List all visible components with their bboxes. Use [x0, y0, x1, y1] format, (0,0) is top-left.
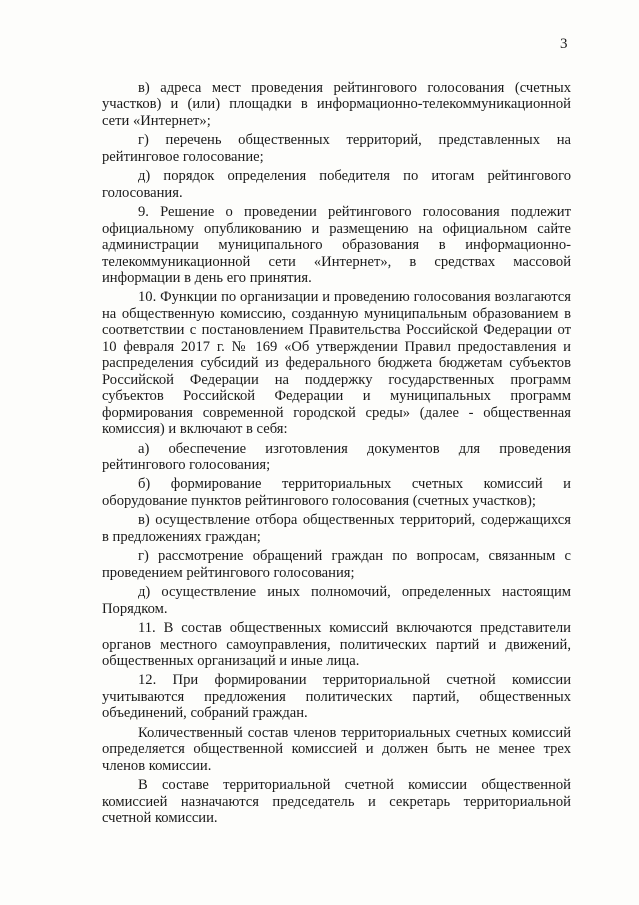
paragraph-3d-winner-procedure: д) порядок определения победителя по итогам рейтингового голосования.: [102, 168, 571, 201]
page-number: 3: [560, 36, 568, 52]
paragraph-10-commission-functions: 10. Функции по организации и проведению голосования возлагаются на общественную комиссию, созданную муниципальным образованием в соответствии с постановлением Правительства Российской Федерации от 10 февраля 2017 г. № 169 «Об утверждении Правил предоставления и распределения субсидий из федерального бюджета бюджетам субъектов Российской Федерации на поддержку государственных программ субъектов Российской Федерации и муниципальных программ формирования современной городской среды» (далее - общественная комиссия) и включают в себя:: [102, 289, 571, 438]
paragraph-3g-territories-list: г) перечень общественных территорий, представленных на рейтинговое голосование;: [102, 132, 571, 165]
document-body: [102, 80, 571, 826]
paragraph-10b-counting-commissions: б) формирование территориальных счетных комиссий и оборудование пунктов рейтингового голосования (счетных участков);: [102, 476, 571, 509]
paragraph-10v-territory-selection: в) осуществление отбора общественных территорий, содержащихся в предложениях граждан;: [102, 512, 571, 545]
paragraph-9-publication: 9. Решение о проведении рейтингового голосования подлежит официальному опубликованию и размещению на официальном сайте администрации муниципального образования в информационно-телекоммуникационной сети «Интернет», в средствах массовой информации в день его принятия.: [102, 204, 571, 286]
paragraph-10d-other-powers: д) осуществление иных полномочий, определенных настоящим Порядком.: [102, 584, 571, 617]
paragraph-10g-appeals: г) рассмотрение обращений граждан по вопросам, связанным с проведением рейтингового голосования;: [102, 548, 571, 581]
paragraph-10a-documents: а) обеспечение изготовления документов для проведения рейтингового голосования;: [102, 440, 571, 473]
paragraph-3v-addresses: в) адреса мест проведения рейтингового голосования (счетных участков) и (или) площадки в информационно-телекоммуникационной сети «Интернет»;: [102, 80, 571, 129]
paragraph-11-composition: 11. В состав общественных комиссий включаются представители органов местного самоуправления, политических партий и движений, общественных организаций и иные лица.: [102, 620, 571, 669]
paragraph-12-formation: 12. При формировании территориальной счетной комиссии учитываются предложения политических партий, общественных объединений, собраний граждан.: [102, 672, 571, 722]
paragraph-chair-secretary: В составе территориальной счетной комиссии общественной комиссией назначаются председатель и секретарь территориальной счетной комиссии.: [102, 777, 571, 827]
paragraph-members-count: Количественный состав членов территориальных счетных комиссий определяется общественной комиссией и должен быть не менее трех членов комиссии.: [102, 724, 571, 774]
